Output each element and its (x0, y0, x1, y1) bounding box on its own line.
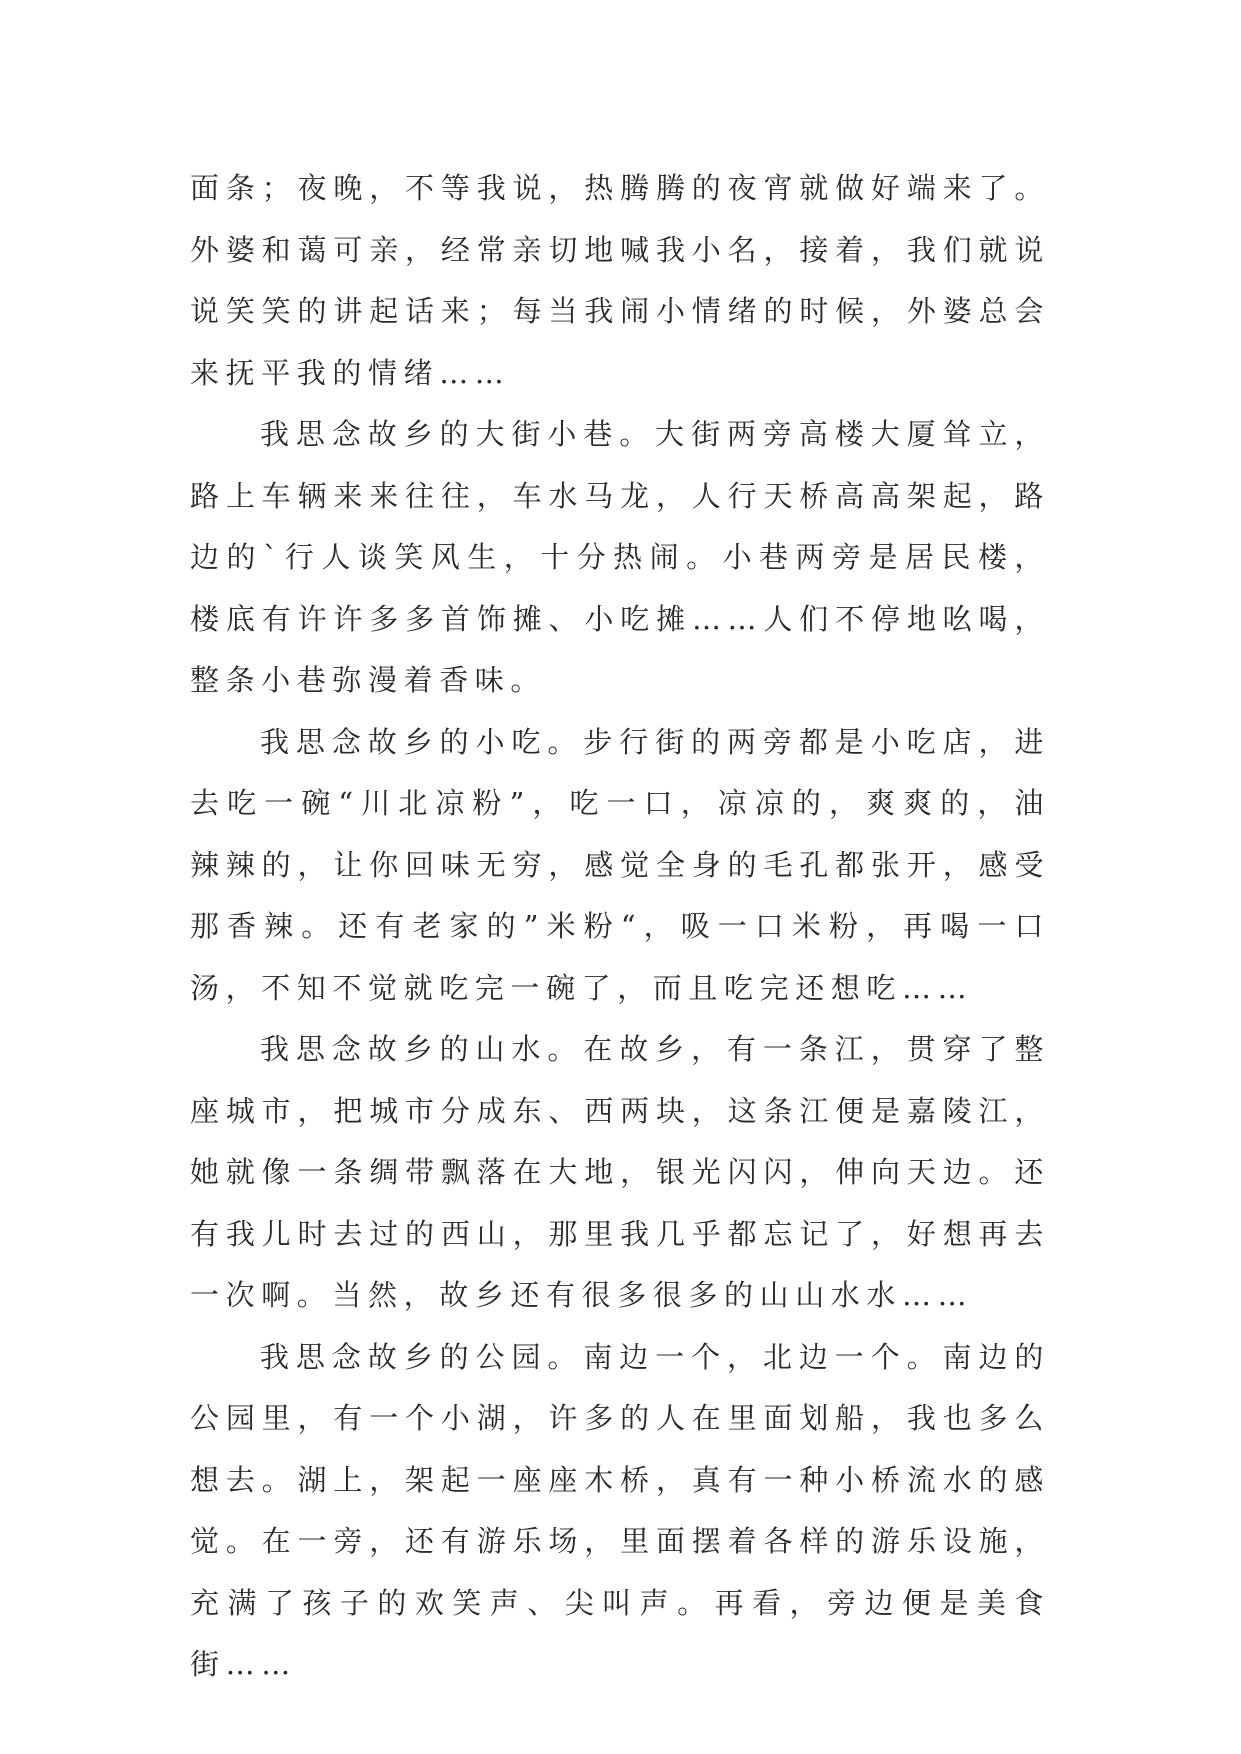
paragraph-grandma: 面条；夜晚，不等我说，热腾腾的夜宵就做好端来了。外婆和蔼可亲，经常亲切地喊我小名，接着，我们就说说笑笑的讲起话来；每当我闹小情绪的时候，外婆总会来抚平我的情绪…… (190, 171, 1050, 390)
paragraph-snacks: 我思念故乡的小吃。步行街的两旁都是小吃店，进去吃一碗“川北凉粉”，吃一口，凉凉的，爽爽的，油辣辣的，让你回味无穷，感觉全身的毛孔都张开，感受那香辣。还有老家的”米粉“，吸一口米粉，再喝一口汤，不知不觉就吃完一碗了，而且吃完还想吃…… (190, 724, 1050, 1005)
document-body (190, 158, 1050, 1696)
paragraph-streets: 我思念故乡的大街小巷。大街两旁高楼大厦耸立，路上车辆来来往往，车水马龙，人行天桥高高架起，路边的`行人谈笑风生，十分热闹。小巷两旁是居民楼，楼底有许许多多首饰摊、小吃摊……人们不停地吆喝，整条小巷弥漫着香味。 (190, 417, 1050, 697)
paragraph-parks: 我思念故乡的公园。南边一个，北边一个。南边的公园里，有一个小湖，许多的人在里面划船，我也多么想去。湖上，架起一座座木桥，真有一种小桥流水的感觉。在一旁，还有游乐场，里面摆着各样的游乐设施，充满了孩子的欢笑声、尖叫声。再看，旁边便是美食街…… (190, 1339, 1050, 1681)
paragraph-landscape: 我思念故乡的山水。在故乡，有一条江，贯穿了整座城市，把城市分成东、西两块，这条江便是嘉陵江，她就像一条绸带飘落在大地，银光闪闪，伸向天边。还有我儿时去过的西山，那里我几乎都忘记了，好想再去一次啊。当然，故乡还有很多很多的山山水水…… (190, 1032, 1050, 1312)
